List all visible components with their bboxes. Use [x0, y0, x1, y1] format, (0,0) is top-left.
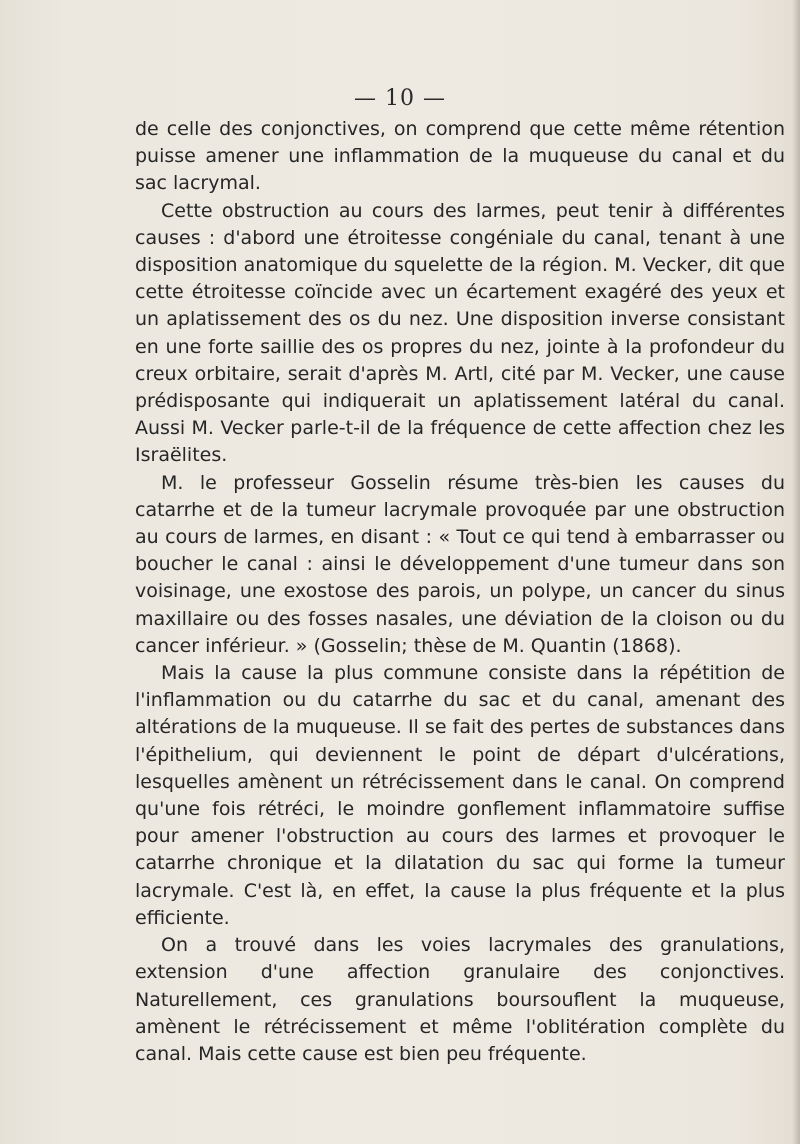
- page-number: — 10 —: [354, 86, 446, 111]
- paragraph-5: On a trouvé dans les voies lacrymales des granulations, extension d'une affection granulaire des conjonctives. Naturellement, ces granulations boursouflent la muqueuse, amènent le rétrécissement et même l'oblitération complète du canal. Mais cette cause est bien peu fréquente.: [135, 934, 785, 1065]
- paragraph-2: Cette obstruction au cours des larmes, peut tenir à différentes causes : d'abord une étroitesse congéniale du canal, tenant à une disposition anatomique du squelette de la région. M. Vecker, dit que cette étroitesse coïncide avec un écartement exagéré des yeux et un aplatissement des os du nez. Une disposition inverse consistant en une forte saillie des os propres du nez, jointe à la profondeur du creux orbitaire, serait d'après M. Artl, cité par M. Vecker, une cause prédisposante qui indiquerait un aplatissement latéral du canal. Aussi M. Vecker parle-t-il de la fréquence de cette affection chez les Israëlites.: [135, 199, 785, 467]
- page-edge-shadow: [792, 0, 800, 1144]
- paragraph-3: M. le professeur Gosselin résume très-bien les causes du catarrhe et de la tumeur lacrymale provoquée par une obstruction au cours de larmes, en disant : « Tout ce qui tend à embarrasser ou boucher le canal : ainsi le développement d'une tumeur dans son voisinage, une exostose des parois, un polype, un cancer du sinus maxillaire ou des fosses nasales, une déviation de la cloison ou du cancer inférieur. » (Gosselin; thèse de M. Quantin (1868).: [135, 471, 785, 657]
- paragraph-4: Mais la cause la plus commune consiste dans la répétition de l'inflammation ou du catarrhe du sac et du canal, amenant des altérations de la muqueuse. Il se fait des pertes de substances dans l'épithelium, qui deviennent le point de départ d'ulcérations, lesquelles amènent un rétrécissement dans le canal. On comprend qu'une fois rétréci, le moindre gonflement inflammatoire suffise pour amener l'obstruction au cours des larmes et provoquer le catarrhe chronique et la dilatation du sac qui forme la tumeur lacrymale. C'est là, en effet, la cause la plus fréquente et la plus efficiente.: [135, 662, 785, 929]
- body-text: [135, 116, 785, 1068]
- paragraph-1: de celle des conjonctives, on comprend que cette même rétention puisse amener une inflammation de la muqueuse du canal et du sac lacrymal.: [135, 118, 785, 195]
